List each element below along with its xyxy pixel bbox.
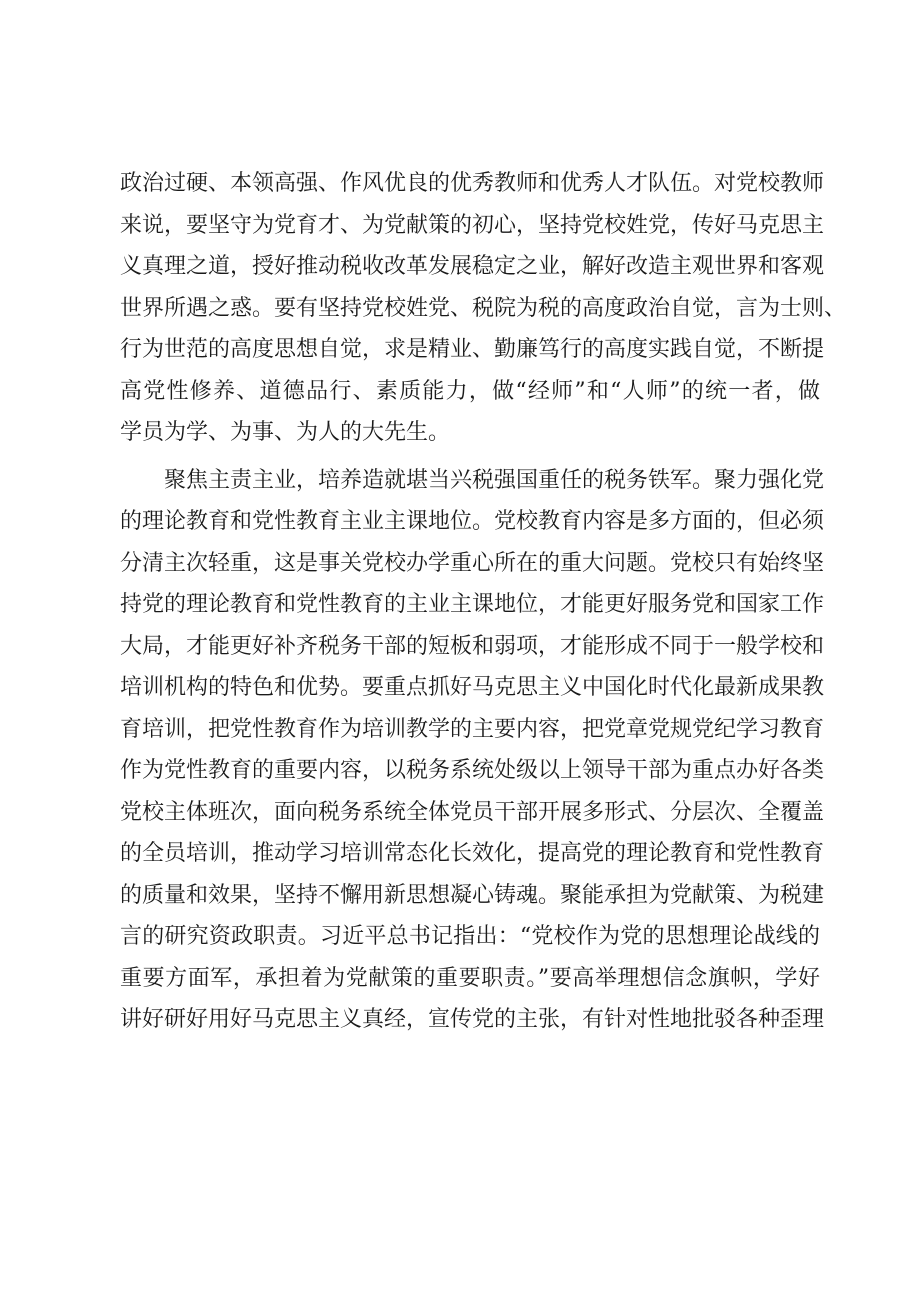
paragraph-line: 育培训，把党性教育作为培训教学的主要内容，把党章党规党纪学习教育	[120, 716, 825, 742]
paragraph-line: 培训机构的特色和优势。要重点抓好马克思主义中国化时代化最新成果教	[120, 675, 825, 700]
paragraph-line: 讲好研好用好马克思主义真经，宣传党的主张，有针对性地批驳各种歪理	[120, 1007, 825, 1032]
paragraph-line: 言的研究资政职责。习近平总书记指出：“党校作为党的思想理论战线的	[120, 924, 820, 949]
paragraph-1	[120, 163, 847, 454]
paragraph-line: 大局，才能更好补齐税务干部的短板和弱项，才能形成不同于一般学校和	[120, 633, 825, 659]
document-body	[120, 163, 847, 1041]
paragraph-2	[120, 460, 825, 1041]
paragraph-line: 义真理之道，授好推动税收改革发展稳定之业，解好改造主观世界和客观	[120, 254, 825, 279]
paragraph-line: 的质量和效果，坚持不懈用新思想凝心铸魂。聚能承担为党献策、为税建	[120, 882, 825, 908]
paragraph-line: 的全员培训，推动学习培训常态化长效化，提高党的理论教育和党性教育	[120, 841, 825, 866]
paragraph-line: 世界所遇之惑。要有坚持党校姓党、税院为税的高度政治自觉，言为士则、	[120, 295, 847, 321]
paragraph-line: 来说，要坚守为党育才、为党献策的初心，坚持党校姓党，传好马克思主	[120, 212, 825, 238]
paragraph-line: 党校主体班次，面向税务系统全体党员干部开展多形式、分层次、全覆盖	[120, 799, 825, 825]
paragraph-line: 聚焦主责主业，培养造就堪当兴税强国重任的税务铁军。聚力强化党	[164, 467, 825, 493]
paragraph-line: 的理论教育和党性教育主业主课地位。党校教育内容是多方面的，但必须	[120, 509, 825, 534]
paragraph-line: 重要方面军，承担着为党献策的重要职责。”要高举理想信念旗帜，学好	[120, 965, 820, 991]
paragraph-line: 分清主次轻重，这是事关党校办学重心所在的重大问题。党校只有始终坚	[120, 550, 825, 576]
paragraph-line: 持党的理论教育和党性教育的主业主课地位，才能更好服务党和国家工作	[120, 592, 825, 617]
paragraph-line: 学员为学、为事、为人的大先生。	[120, 420, 451, 445]
paragraph-line: 政治过硬、本领高强、作风优良的优秀教师和优秀人才队伍。对党校教师	[120, 171, 825, 196]
paragraph-line: 行为世范的高度思想自觉，求是精业、勤廉笃行的高度实践自觉，不断提	[120, 337, 825, 362]
paragraph-line: 作为党性教育的重要内容，以税务系统处级以上领导干部为重点办好各类	[120, 758, 825, 783]
paragraph-line: 高党性修养、道德品行、素质能力，做“经师”和“人师”的统一者，做	[120, 378, 820, 404]
